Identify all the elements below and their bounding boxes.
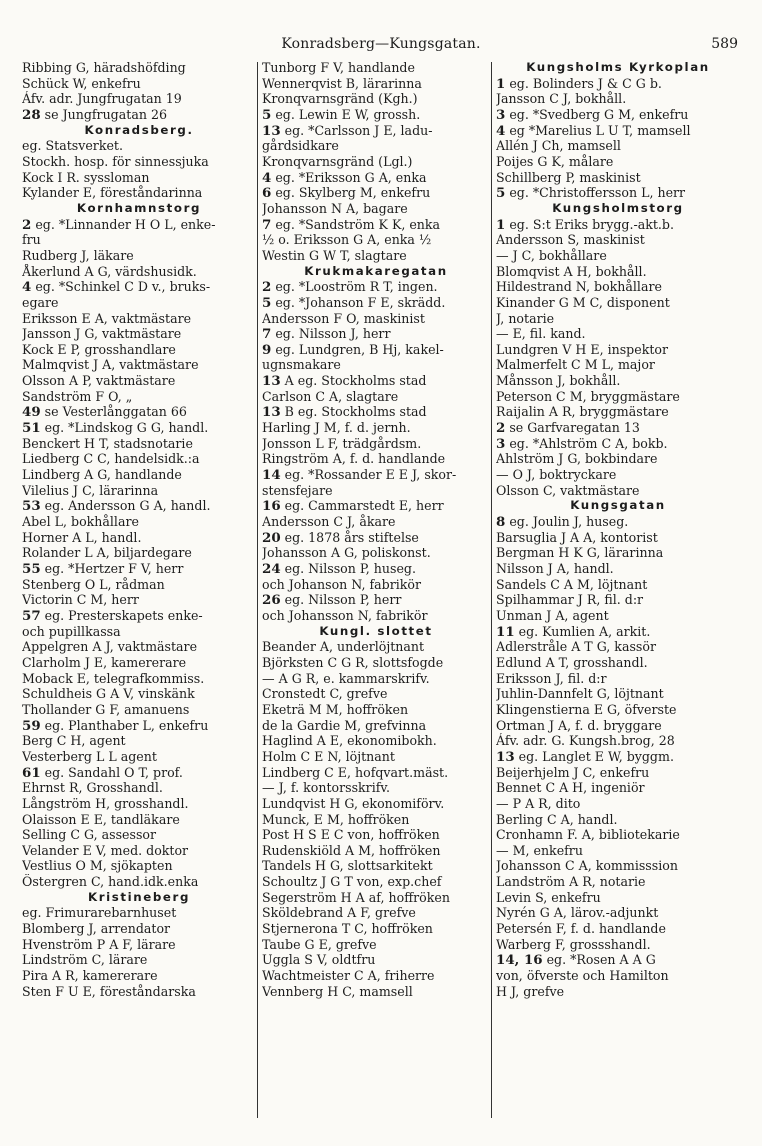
directory-entry: Sten F U E, föreståndarska <box>22 983 196 999</box>
house-number: 5 <box>262 294 272 311</box>
directory-entry: Appelgren A J, vaktmästare <box>22 639 198 655</box>
directory-entry: 16 eg. Cammarstedt E, herr <box>262 498 444 515</box>
house-number: 61 <box>22 764 41 781</box>
street-heading: Kristineberg <box>87 889 190 904</box>
directory-entry: Kronqvarnsgränd (Kgh.) <box>262 91 418 107</box>
directory-entry: Berg C H, agent <box>22 733 126 749</box>
directory-entry: Schück W, enkefru <box>22 75 141 91</box>
street-heading: Kungsholmstorg <box>552 200 684 215</box>
directory-entry: Áfv. adr. Jungfrugatan 19 <box>22 91 182 107</box>
directory-entry: och Johanson N, fabrikör <box>262 576 422 592</box>
directory-entry: — A G R, e. kammarskrifv. <box>262 670 430 686</box>
directory-entry: Månsson J, bokhåll. <box>496 373 621 389</box>
directory-entry: Unman J A, agent <box>496 607 609 623</box>
directory-entry: Schillberg P, maskinist <box>496 169 641 185</box>
directory-entry: Ehrnst R, Grosshandl. <box>22 780 163 796</box>
directory-entry: Allén J Ch, mamsell <box>496 138 621 154</box>
house-number: 57 <box>22 607 41 624</box>
directory-entry: Cronstedt C, grefve <box>262 686 388 702</box>
page-number: 589 <box>711 36 738 52</box>
house-number: 7 <box>262 326 272 342</box>
directory-entry: Thollander G F, amanuens <box>22 701 190 717</box>
directory-entry: — J, f. kontorsskrifv. <box>262 780 391 796</box>
directory-entry: J, notarie <box>496 310 555 326</box>
directory-entry: 2 se Garfvaregatan 13 <box>496 420 640 436</box>
directory-entry: Nyrén G A, lärov.-adjunkt <box>496 905 659 921</box>
directory-entry: 3 eg. *Ahlström C A, bokb. <box>496 435 668 452</box>
directory-entry: Wennerqvist B, lärarinna <box>262 75 422 91</box>
directory-entry: Lindström C, lärare <box>22 952 148 968</box>
house-number: 4 <box>22 279 32 295</box>
directory-entry: Stockh. hosp. för sinnessjuka <box>22 153 209 169</box>
directory-entry: Tandels H G, slottsarkitekt <box>262 858 433 874</box>
house-number: 26 <box>262 592 281 608</box>
directory-entry: Selling C G, assessor <box>22 827 157 843</box>
house-number: 13 <box>262 122 281 139</box>
directory-entry: Jansson C J, bokhåll. <box>496 91 627 107</box>
house-number: 20 <box>262 529 281 546</box>
directory-entry: Abel L, bokhållare <box>22 514 139 530</box>
directory-entry: Rudenskiöld A M, hoffröken <box>262 842 441 858</box>
directory-columns <box>0 60 762 1120</box>
directory-entry: 53 eg. Andersson G A, handl. <box>22 498 211 515</box>
house-number: 28 <box>22 106 41 123</box>
directory-entry: Lindberg C E, hofqvart.mäst. <box>262 764 449 780</box>
directory-entry: Edlund A T, grosshandl. <box>496 654 648 670</box>
directory-entry: Schuldheis G A V, vinskänk <box>22 686 195 702</box>
house-number: 2 <box>496 420 506 436</box>
directory-entry: Berling C A, handl. <box>496 811 618 827</box>
directory-entry: 59 eg. Planthaber L, enkefru <box>22 717 209 734</box>
directory-entry: Stenberg O L, rådman <box>22 576 165 592</box>
directory-entry: 8 eg. Joulin J, huseg. <box>496 514 629 530</box>
directory-entry: Westin G W T, slagtare <box>262 247 407 263</box>
directory-entry: Kock I R. syssloman <box>22 169 150 185</box>
directory-entry: Bennet C A H, ingeniör <box>496 780 645 796</box>
house-number: 8 <box>496 514 506 530</box>
directory-entry: Lundqvist H G, ekonomiförv. <box>262 795 445 811</box>
directory-entry: Johansson A G, poliskonst. <box>262 545 431 561</box>
directory-entry: von, öfverste och Hamilton <box>496 968 669 984</box>
directory-entry: egare <box>22 294 59 310</box>
directory-entry: Segerström H A af, hoffröken <box>262 889 450 905</box>
directory-entry: Munck, E M, hoffröken <box>262 811 410 827</box>
directory-entry: Clarholm J E, kamererare <box>22 654 187 670</box>
directory-entry: Åkerlund A G, värdshusidk. <box>22 263 197 279</box>
directory-entry: Jansson J G, vaktmästare <box>22 326 182 342</box>
directory-entry: Andersson C J, åkare <box>262 514 396 530</box>
directory-entry: — E, fil. kand. <box>496 326 586 342</box>
directory-entry: Blomqvist A H, bokhåll. <box>496 263 647 279</box>
directory-entry: Uggla S V, oldtfru <box>262 952 376 968</box>
directory-entry: 2 eg. *Linnander H O L, enke- <box>22 216 216 233</box>
house-number: 49 <box>22 404 41 421</box>
directory-entry: Sköldebrand A F, grefve <box>262 905 416 921</box>
directory-entry: 5 eg. *Johanson F E, skrädd. <box>262 294 446 311</box>
directory-entry: — O J, boktryckare <box>496 467 617 483</box>
directory-entry: Jonsson L F, trädgårdsm. <box>262 435 422 451</box>
directory-entry: eg. Statsverket. <box>22 138 123 154</box>
directory-entry: Holm C E N, löjtnant <box>262 748 395 764</box>
directory-entry: gårdsidkare <box>262 138 339 154</box>
directory-entry: 24 eg. Nilsson P, huseg. <box>262 561 416 577</box>
directory-entry: 5 eg. *Christoffersson L, herr <box>496 185 686 201</box>
directory-entry: 20 eg. 1878 års stiftelse <box>262 529 419 546</box>
directory-entry: Ahlström J G, bokbindare <box>496 451 658 467</box>
column-1 <box>22 60 256 1120</box>
house-number: 2 <box>22 216 32 233</box>
house-number: 53 <box>22 498 41 515</box>
directory-entry: och pupillkassa <box>22 623 121 639</box>
directory-entry: Östergren C, hand.idk.enka <box>22 874 199 890</box>
directory-entry: Ribbing G, häradshöfding <box>22 60 186 75</box>
directory-entry: Lindberg A G, handlande <box>22 467 182 483</box>
directory-entry: Benckert H T, stadsnotarie <box>22 435 193 451</box>
directory-entry: 1 eg. Bolinders J & C G b. <box>496 75 662 92</box>
directory-entry: Vestlius O M, sjökapten <box>22 858 173 874</box>
house-number: 24 <box>262 561 281 577</box>
directory-entry: 14 eg. *Rossander E E J, skor- <box>262 467 457 483</box>
directory-entry: 28 se Jungfrugatan 26 <box>22 106 167 123</box>
directory-entry: Andersson S, maskinist <box>496 232 645 248</box>
directory-entry: Johansson C A, kommisssion <box>496 858 678 874</box>
house-number: 3 <box>496 435 506 452</box>
house-number: 51 <box>22 420 41 436</box>
directory-entry: Kronqvarnsgränd (Lgl.) <box>262 153 413 169</box>
house-number: 4 <box>496 122 506 139</box>
directory-entry: fru <box>22 232 41 248</box>
directory-entry: Poijes G K, målare <box>496 153 614 169</box>
directory-entry: Kock E P, grosshandlare <box>22 341 176 357</box>
house-number: 2 <box>262 279 272 295</box>
directory-entry: Olsson C, vaktmästare <box>496 482 640 498</box>
directory-entry: ugnsmakare <box>262 357 341 373</box>
column-3 <box>496 60 740 1120</box>
directory-entry: Áfv. adr. G. Kungsh.brog, 28 <box>496 733 675 749</box>
directory-entry: Spilhammar J R, fil. d:r <box>496 592 644 608</box>
directory-entry: Carlson C A, slagtare <box>262 388 399 404</box>
running-head <box>0 34 762 54</box>
directory-entry: Adlerstråle A T G, kassör <box>496 639 656 655</box>
directory-entry: Bergman H K G, lärarinna <box>496 545 664 561</box>
directory-entry: 55 eg. *Hertzer F V, herr <box>22 561 184 577</box>
street-heading: Krukmakaregatan <box>304 263 448 278</box>
column-2 <box>262 60 490 1120</box>
directory-entry: Långström H, grosshandl. <box>22 795 189 811</box>
house-number: 6 <box>262 185 272 201</box>
directory-entry: Vennberg H C, mamsell <box>262 983 413 999</box>
directory-entry: 26 eg. Nilsson P, herr <box>262 592 402 608</box>
house-number: 59 <box>22 717 41 734</box>
directory-entry: 13 B eg. Stockholms stad <box>262 404 427 421</box>
street-heading: Kungsholms Kyrkoplan <box>526 60 710 74</box>
house-number: 5 <box>262 106 272 123</box>
directory-entry: Nilsson J A, handl. <box>496 561 614 576</box>
directory-entry: Wachtmeister C A, friherre <box>262 968 435 984</box>
directory-entry: 4 eg *Marelius L U T, mamsell <box>496 122 691 139</box>
directory-entry: Olaisson E E, tandläkare <box>22 811 180 827</box>
house-number: 11 <box>496 623 515 640</box>
directory-entry: 14, 16 eg. *Rosen A A G <box>496 952 656 969</box>
directory-entry: Vilelius J C, lärarinna <box>22 482 159 498</box>
house-number: 4 <box>262 169 272 186</box>
directory-entry: Ortman J A, f. d. bryggare <box>496 717 662 733</box>
page-title: Konradsberg—Kungsgatan. <box>281 36 481 52</box>
directory-entry: 1 eg. S:t Eriks brygg.-akt.b. <box>496 216 674 233</box>
directory-entry: Beander A, underlöjtnant <box>262 639 425 655</box>
directory-entry: 11 eg. Kumlien A, arkit. <box>496 623 651 640</box>
house-number: 3 <box>496 106 506 123</box>
directory-entry: Sandström F O, „ <box>22 388 133 404</box>
directory-entry: — P A R, dito <box>496 795 581 811</box>
house-number: 13 <box>496 748 515 765</box>
directory-entry: Beijerhjelm J C, enkefru <box>496 764 650 780</box>
directory-entry: Velander E V, med. doktor <box>22 842 189 858</box>
house-number: 14 <box>262 467 281 483</box>
directory-entry: Ringström A, f. d. handlande <box>262 451 446 467</box>
directory-entry: Olsson A P, vaktmästare <box>22 373 176 389</box>
directory-entry: 7 eg. Nilsson J, herr <box>262 326 391 342</box>
directory-entry: Vesterberg L L agent <box>22 748 157 764</box>
directory-entry: Horner A L, handl. <box>22 529 142 545</box>
directory-entry: 61 eg. Sandahl O T, prof. <box>22 764 183 781</box>
house-number: 13 <box>262 404 281 421</box>
street-heading: Konradsberg. <box>84 122 194 137</box>
directory-entry: Harling J M, f. d. jernh. <box>262 420 411 436</box>
directory-entry: Warberg F, grossshandl. <box>496 936 651 952</box>
directory-entry: 57 eg. Presterskapets enke- <box>22 607 203 624</box>
directory-entry: Lundgren V H E, inspektor <box>496 341 668 357</box>
directory-entry: 9 eg. Lundgren, B Hj, kakel- <box>262 341 444 358</box>
directory-entry: Moback E, telegrafkommiss. <box>22 670 205 686</box>
directory-entry: Johansson N A, bagare <box>262 200 408 216</box>
directory-entry: 3 eg. *Svedberg G M, enkefru <box>496 106 689 123</box>
directory-entry: Klingenstierna E G, öfverste <box>496 701 677 717</box>
directory-entry: 4 eg. *Eriksson G A, enka <box>262 169 427 186</box>
directory-entry: Hvenström P A F, lärare <box>22 936 176 952</box>
directory-entry: Kinander G M C, disponent <box>496 294 670 310</box>
directory-entry: H J, grefve <box>496 983 565 999</box>
directory-entry: Sandels C A M, löjtnant <box>496 576 648 592</box>
directory-entry: 13 A eg. Stockholms stad <box>262 373 427 389</box>
house-number: 1 <box>496 75 506 92</box>
directory-entry: Barsuglia J A A, kontorist <box>496 529 658 545</box>
directory-entry: Rudberg J, läkare <box>22 247 134 263</box>
directory-entry: Tunborg F V, handlande <box>262 60 415 75</box>
directory-entry: Liedberg C C, handelsidk.:a <box>22 451 200 467</box>
directory-entry: stensfejare <box>262 482 333 498</box>
directory-entry: 13 eg. *Carlsson J E, ladu- <box>262 122 433 139</box>
directory-entry: 5 eg. Lewin E W, grossh. <box>262 106 421 123</box>
directory-entry: 7 eg. *Sandström K K, enka <box>262 216 441 233</box>
directory-entry: ½ o. Eriksson G A, enka ½ <box>262 232 432 248</box>
directory-entry: Landström A R, notarie <box>496 874 646 890</box>
directory-entry: Levin S, enkefru <box>496 889 601 905</box>
street-heading: Kungl. slottet <box>319 623 433 638</box>
directory-entry: 4 eg. *Schinkel C D v., bruks- <box>22 279 211 295</box>
house-number: 1 <box>496 216 506 233</box>
directory-entry: Blomberg J, arrendator <box>22 921 171 937</box>
directory-entry: Post H S E C von, hoffröken <box>262 827 440 843</box>
directory-entry: Taube G E, grefve <box>262 936 377 952</box>
house-number: 14, 16 <box>496 952 543 969</box>
directory-entry: de la Gardie M, grefvinna <box>262 717 427 733</box>
directory-entry: 2 eg. *Looström R T, ingen. <box>262 279 438 295</box>
directory-entry: Hildestrand N, bokhållare <box>496 279 662 295</box>
directory-entry: 6 eg. Skylberg M, enkefru <box>262 185 431 201</box>
directory-entry: Eriksson J, fil. d:r <box>496 670 607 686</box>
house-number: 5 <box>496 185 506 201</box>
house-number: 7 <box>262 216 272 233</box>
directory-entry: Eketrä M M, hoffröken <box>262 701 409 717</box>
directory-entry: Kylander E, föreståndarinna <box>22 185 203 201</box>
house-number: 16 <box>262 498 281 515</box>
directory-entry: Pira A R, kamererare <box>22 968 158 984</box>
directory-entry: 13 eg. Langlet E W, byggm. <box>496 748 674 765</box>
directory-entry: och Johansson N, fabrikör <box>262 607 428 623</box>
directory-entry: Victorin C M, herr <box>22 592 139 608</box>
directory-entry: Juhlin-Dannfelt G, löjtnant <box>496 686 664 702</box>
directory-entry: Schoultz J G T von, exp.chef <box>262 874 442 890</box>
directory-entry: eg. Frimurarebarnhuset <box>22 905 177 921</box>
directory-entry: Malmqvist J A, vaktmästare <box>22 357 199 373</box>
directory-entry: Eriksson E A, vaktmästare <box>22 310 192 326</box>
directory-entry: — M, enkefru <box>496 842 583 858</box>
street-heading: Kungsgatan <box>570 498 666 513</box>
directory-entry: Raijalin A R, bryggmästare <box>496 404 669 420</box>
directory-entry: — J C, bokhållare <box>496 247 607 263</box>
directory-entry: Peterson C M, bryggmästare <box>496 388 680 404</box>
directory-entry: Haglind A E, ekonomibokh. <box>262 733 437 749</box>
directory-entry: 51 eg. *Lindskog G G, handl. <box>22 420 209 436</box>
directory-entry: Cronhamn F. A, bibliotekarie <box>496 827 680 843</box>
directory-entry: Malmerfelt C M L, major <box>496 357 655 373</box>
house-number: 9 <box>262 341 272 358</box>
directory-entry: Rolander L A, biljardegare <box>22 545 192 561</box>
directory-entry: Andersson F O, maskinist <box>262 310 425 326</box>
street-heading: Kornhamnstorg <box>76 200 202 215</box>
house-number: 13 <box>262 373 281 389</box>
directory-entry: Petersén F, f. d. handlande <box>496 921 666 937</box>
directory-entry: Stjernerona T C, hoffröken <box>262 921 433 937</box>
house-number: 55 <box>22 561 41 577</box>
directory-entry: 49 se Vesterlånggatan 66 <box>22 404 187 421</box>
directory-entry: Björksten C G R, slottsfogde <box>262 654 444 670</box>
